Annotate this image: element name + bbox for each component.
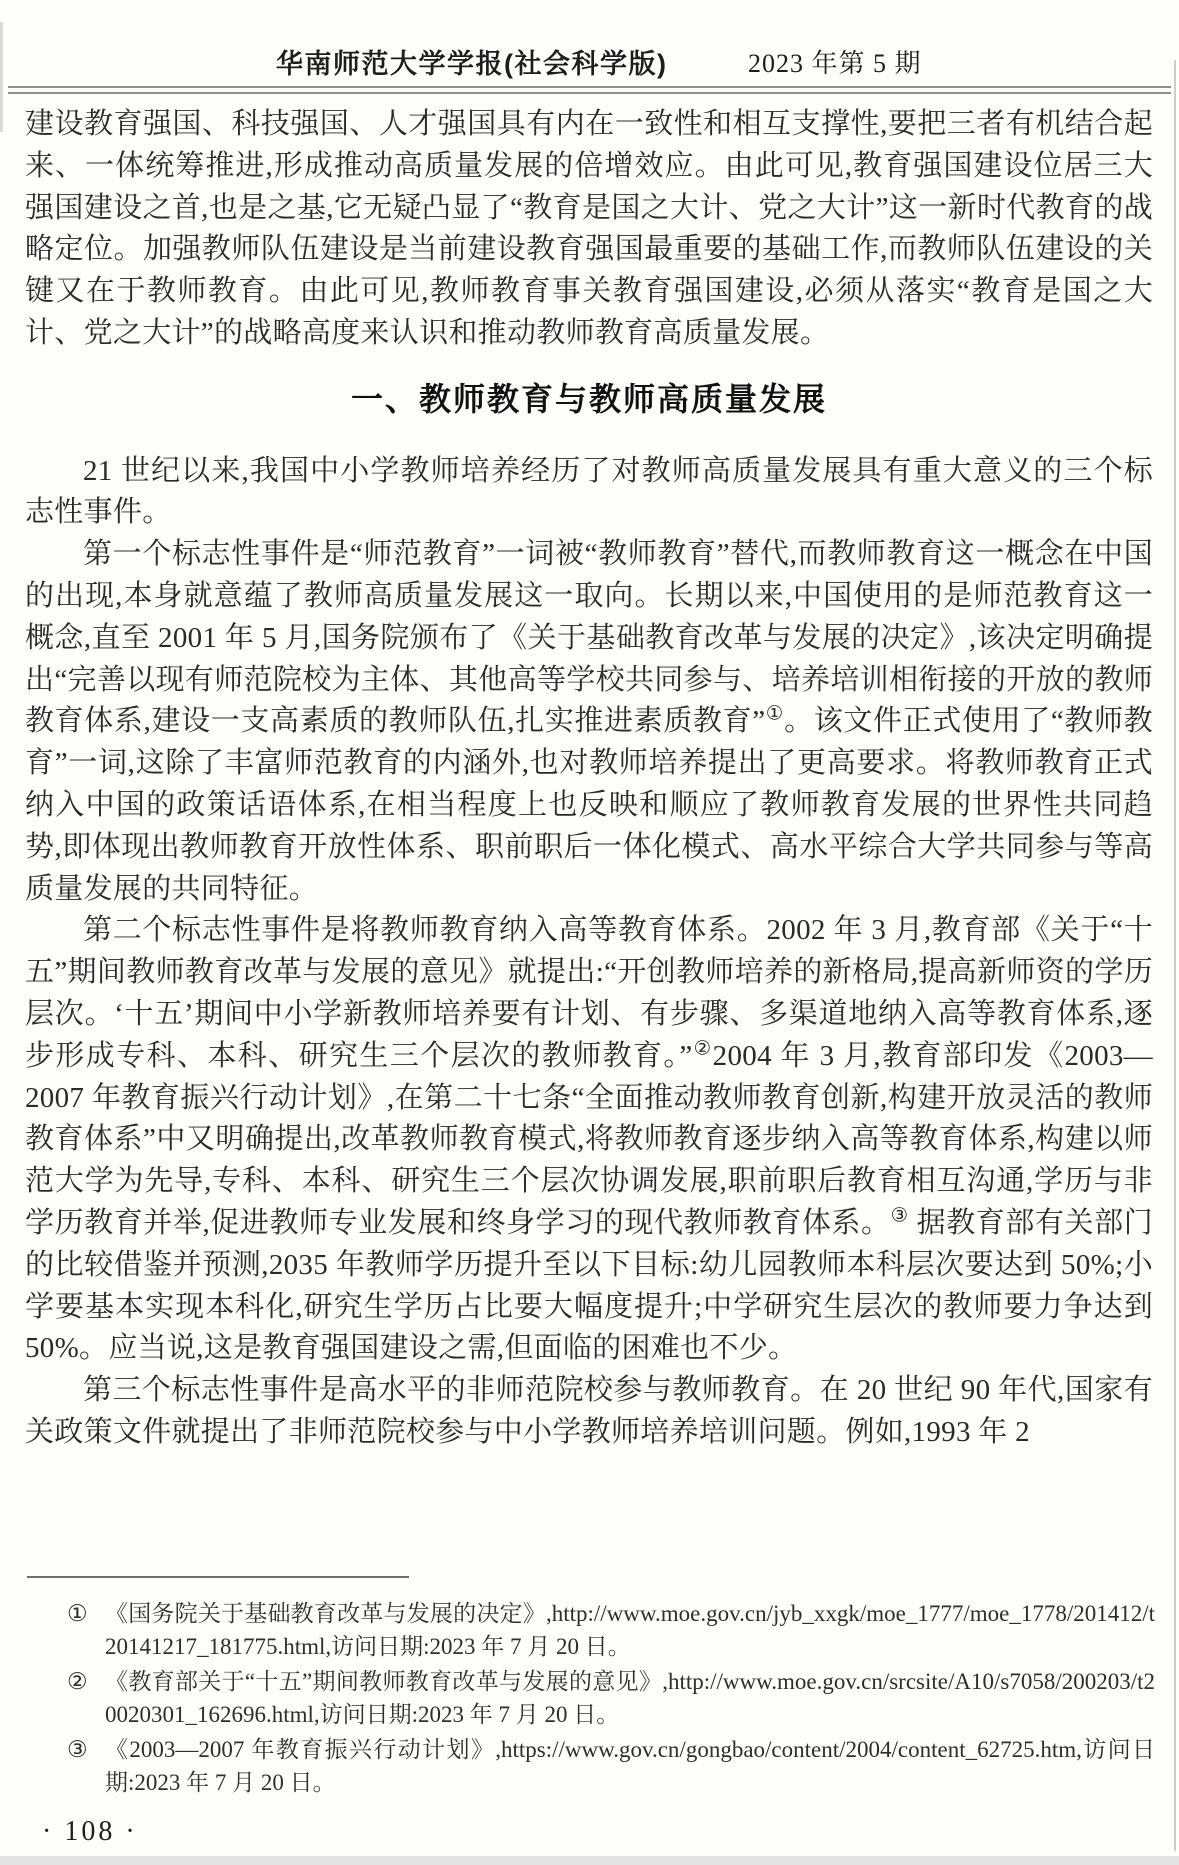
issue-label: 2023 年第 5 期 xyxy=(748,49,922,78)
journal-title: 华南师范大学学报(社会科学版) xyxy=(276,49,668,79)
footnote-item xyxy=(25,1734,1155,1799)
scan-edge-bottom xyxy=(0,1856,1179,1865)
body-paragraph: 第一个标志性事件是“师范教育”一词被“教师教育”替代,而教师教育这一概念在中国的出现,本身就意蕴了教师高质量发展这一取向。长期以来,中国使用的是师范教育这一概念,直至 2001 年 5 月,国务院颁布了《关于基础教育改革与发展的决定》,该决定明确提出“完善以现有师范院校为主体、其他高等学校共同参与、培养培训相衔接的开放的教师教育体系,建设一支高素质的教师队伍,扎实推进素质教育”①。该文件正式使用了“教师教育”一词,这除了丰富师范教育的内涵外,也对教师培养提出了更高要求。将教师教育正式纳入中国的政策话语体系,在相当程度上也反映和顺应了教师教育发展的世界性共同趋势,即体现出教师教育开放性体系、职前职后一体化模式、高水平综合大学共同参与等高质量发展的共同特征。 xyxy=(25,538,1153,905)
body-paragraph: 21 世纪以来,我国中小学教师培养经历了对教师高质量发展具有重大意义的三个标志性事件。 xyxy=(25,454,1153,529)
running-head xyxy=(0,40,1179,82)
section-heading: 一、教师教育与教师高质量发展 xyxy=(350,380,827,417)
page-number: · 108 · xyxy=(42,1816,138,1847)
body-paragraph: 第二个标志性事件是将教师教育纳入高等教育体系。2002 年 3 月,教育部《关于“十五”期间教师教育改革与发展的意见》就提出:“开创教师培养的新格局,提高新师资的学历层次。‘十五’期间中小学新教师培养要有计划、有步骤、多渠道地纳入高等教育体系,逐步形成专科、本科、研究生三个层次的教师教育。”②2004 年 3 月,教育部印发《2003—2007 年教育振兴行动计划》,在第二十七条“全面推动教师教育创新,构建开放灵活的教师教育体系”中又明确提出,改革教师教育模式,将教师教育逐步纳入高等教育体系,构建以师范大学为先导,专科、本科、研究生三个层次协调发展,职前职后教育相互沟通,学历与非学历教育并举,促进教师专业发展和终身学习的现代教师教育体系。③ 据教育部有关部门的比较借鉴并预测,2035 年教师学历提升至以下目标:幼儿园教师本科层次要达到 50%;小学要基本实现本科化,研究生学历占比要大幅度提升;中学研究生层次的教师要力争达到 50%。应当说,这是教育强国建设之需,但面临的困难也不少。 xyxy=(25,914,1153,1365)
footnote-separator-rule xyxy=(27,1576,409,1578)
footnote-ref-mark: ① xyxy=(765,702,785,725)
footnote-text: 《2003—2007 年教育振兴行动计划》,https://www.gov.cn/gongbao/content/2004/content_62725.htm,访问日期:2023 年 7 月 20 日。 xyxy=(105,1737,1155,1795)
footnote-text: 《教育部关于“十五”期间教师教育改革与发展的意见》,http://www.moe.gov.cn/srcsite/A10/s7058/200203/t20020301_162696.html,访问日期:2023 年 7 月 20 日。 xyxy=(105,1669,1155,1727)
footnote-block xyxy=(25,1576,1155,1802)
footnote-item xyxy=(25,1598,1155,1663)
scan-edge-right xyxy=(1174,60,1176,1851)
footnote-marker: ③ xyxy=(67,1737,88,1762)
footnote-text: 《国务院关于基础教育改革与发展的决定》,http://www.moe.gov.cn/jyb_xxgk/moe_1777/moe_1778/201412/t20141217_181775.html,访问日期:2023 年 7 月 20 日。 xyxy=(105,1601,1155,1659)
footnote-item xyxy=(25,1666,1155,1731)
footnote-marker: ② xyxy=(67,1669,88,1694)
footnote-ref-mark: ③ xyxy=(890,1204,909,1227)
header-double-rule xyxy=(8,86,1171,94)
footnote-ref-mark: ② xyxy=(692,1037,713,1060)
body-paragraph: 第三个标志性事件是高水平的非师范院校参与教师教育。在 20 世纪 90 年代,国家有关政策文件就提出了非师范院校参与中小学教师培养培训问题。例如,1993 年 2 xyxy=(25,1374,1153,1448)
body-paragraph: 建设教育强国、科技强国、人才强国具有内在一致性和相互支撑性,要把三者有机结合起来、一体统筹推进,形成推动高质量发展的倍增效应。由此可见,教育强国建设位居三大强国建设之首,也是之基,它无疑凸显了“教育是国之大计、党之大计”这一新时代教育的战略定位。加强教师队伍建设是当前建设教育强国最重要的基础工作,而教师队伍建设的关键又在于教师教育。由此可见,教师教育事关教育强国建设,必须从落实“教育是国之大计、党之大计”的战略高度来认识和推动教师教育高质量发展。 xyxy=(25,108,1153,349)
footnote-marker: ① xyxy=(67,1601,88,1626)
article-body xyxy=(25,104,1153,1454)
